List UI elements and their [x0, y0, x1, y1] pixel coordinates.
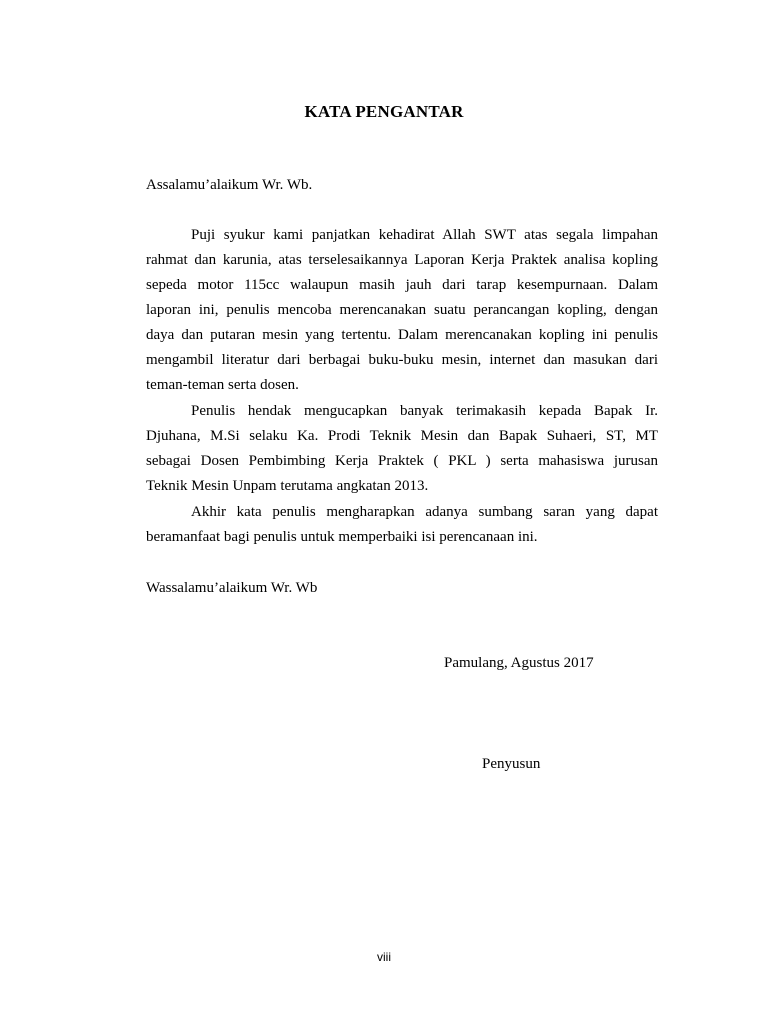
- paragraph-2-line: Teknik Mesin Unpam terutama angkatan 2013.: [146, 478, 429, 494]
- paragraph-1-line: teman-teman serta dosen.: [146, 377, 299, 393]
- closing: Wassalamu’alaikum Wr. Wb: [146, 580, 318, 596]
- paragraph-1-line: sepeda motor 115cc walaupun masih jauh dari tarap kesempurnaan. Dalam: [146, 277, 658, 293]
- paragraph-2-line: Djuhana, M.Si selaku Ka. Prodi Teknik Mesin dan Bapak Suhaeri, ST, MT: [146, 428, 658, 444]
- page-title: KATA PENGANTAR: [304, 102, 464, 121]
- paragraph-1-line: daya dan putaran mesin yang tertentu. Dalam merencanakan kopling ini penulis: [146, 327, 658, 343]
- paragraph-3-line: beramanfaat bagi penulis untuk memperbaiki isi perencanaan ini.: [146, 529, 538, 545]
- paragraph-1-line: rahmat dan karunia, atas terselesaikannya Laporan Kerja Praktek analisa kopling: [146, 252, 658, 268]
- greeting: Assalamu’alaikum Wr. Wb.: [146, 177, 313, 193]
- place-date: Pamulang, Agustus 2017: [444, 655, 594, 671]
- paragraph-2-line: sebagai Dosen Pembimbing Kerja Praktek ( PKL ) serta mahasiswa jurusan: [146, 453, 658, 469]
- page-number: viii: [377, 950, 391, 964]
- paragraph-3-line: Akhir kata penulis mengharapkan adanya sumbang saran yang dapat: [191, 504, 658, 520]
- paragraph-1-line: laporan ini, penulis mencoba merencanakan suatu perancangan kopling, dengan: [146, 302, 658, 318]
- paragraph-1-line: mengambil literatur dari berbagai buku-buku mesin, internet dan masukan dari: [146, 352, 658, 368]
- signatory: Penyusun: [482, 756, 541, 772]
- paragraph-1-line: Puji syukur kami panjatkan kehadirat Allah SWT atas segala limpahan: [191, 227, 658, 243]
- paragraph-2-line: Penulis hendak mengucapkan banyak terimakasih kepada Bapak Ir.: [191, 403, 658, 419]
